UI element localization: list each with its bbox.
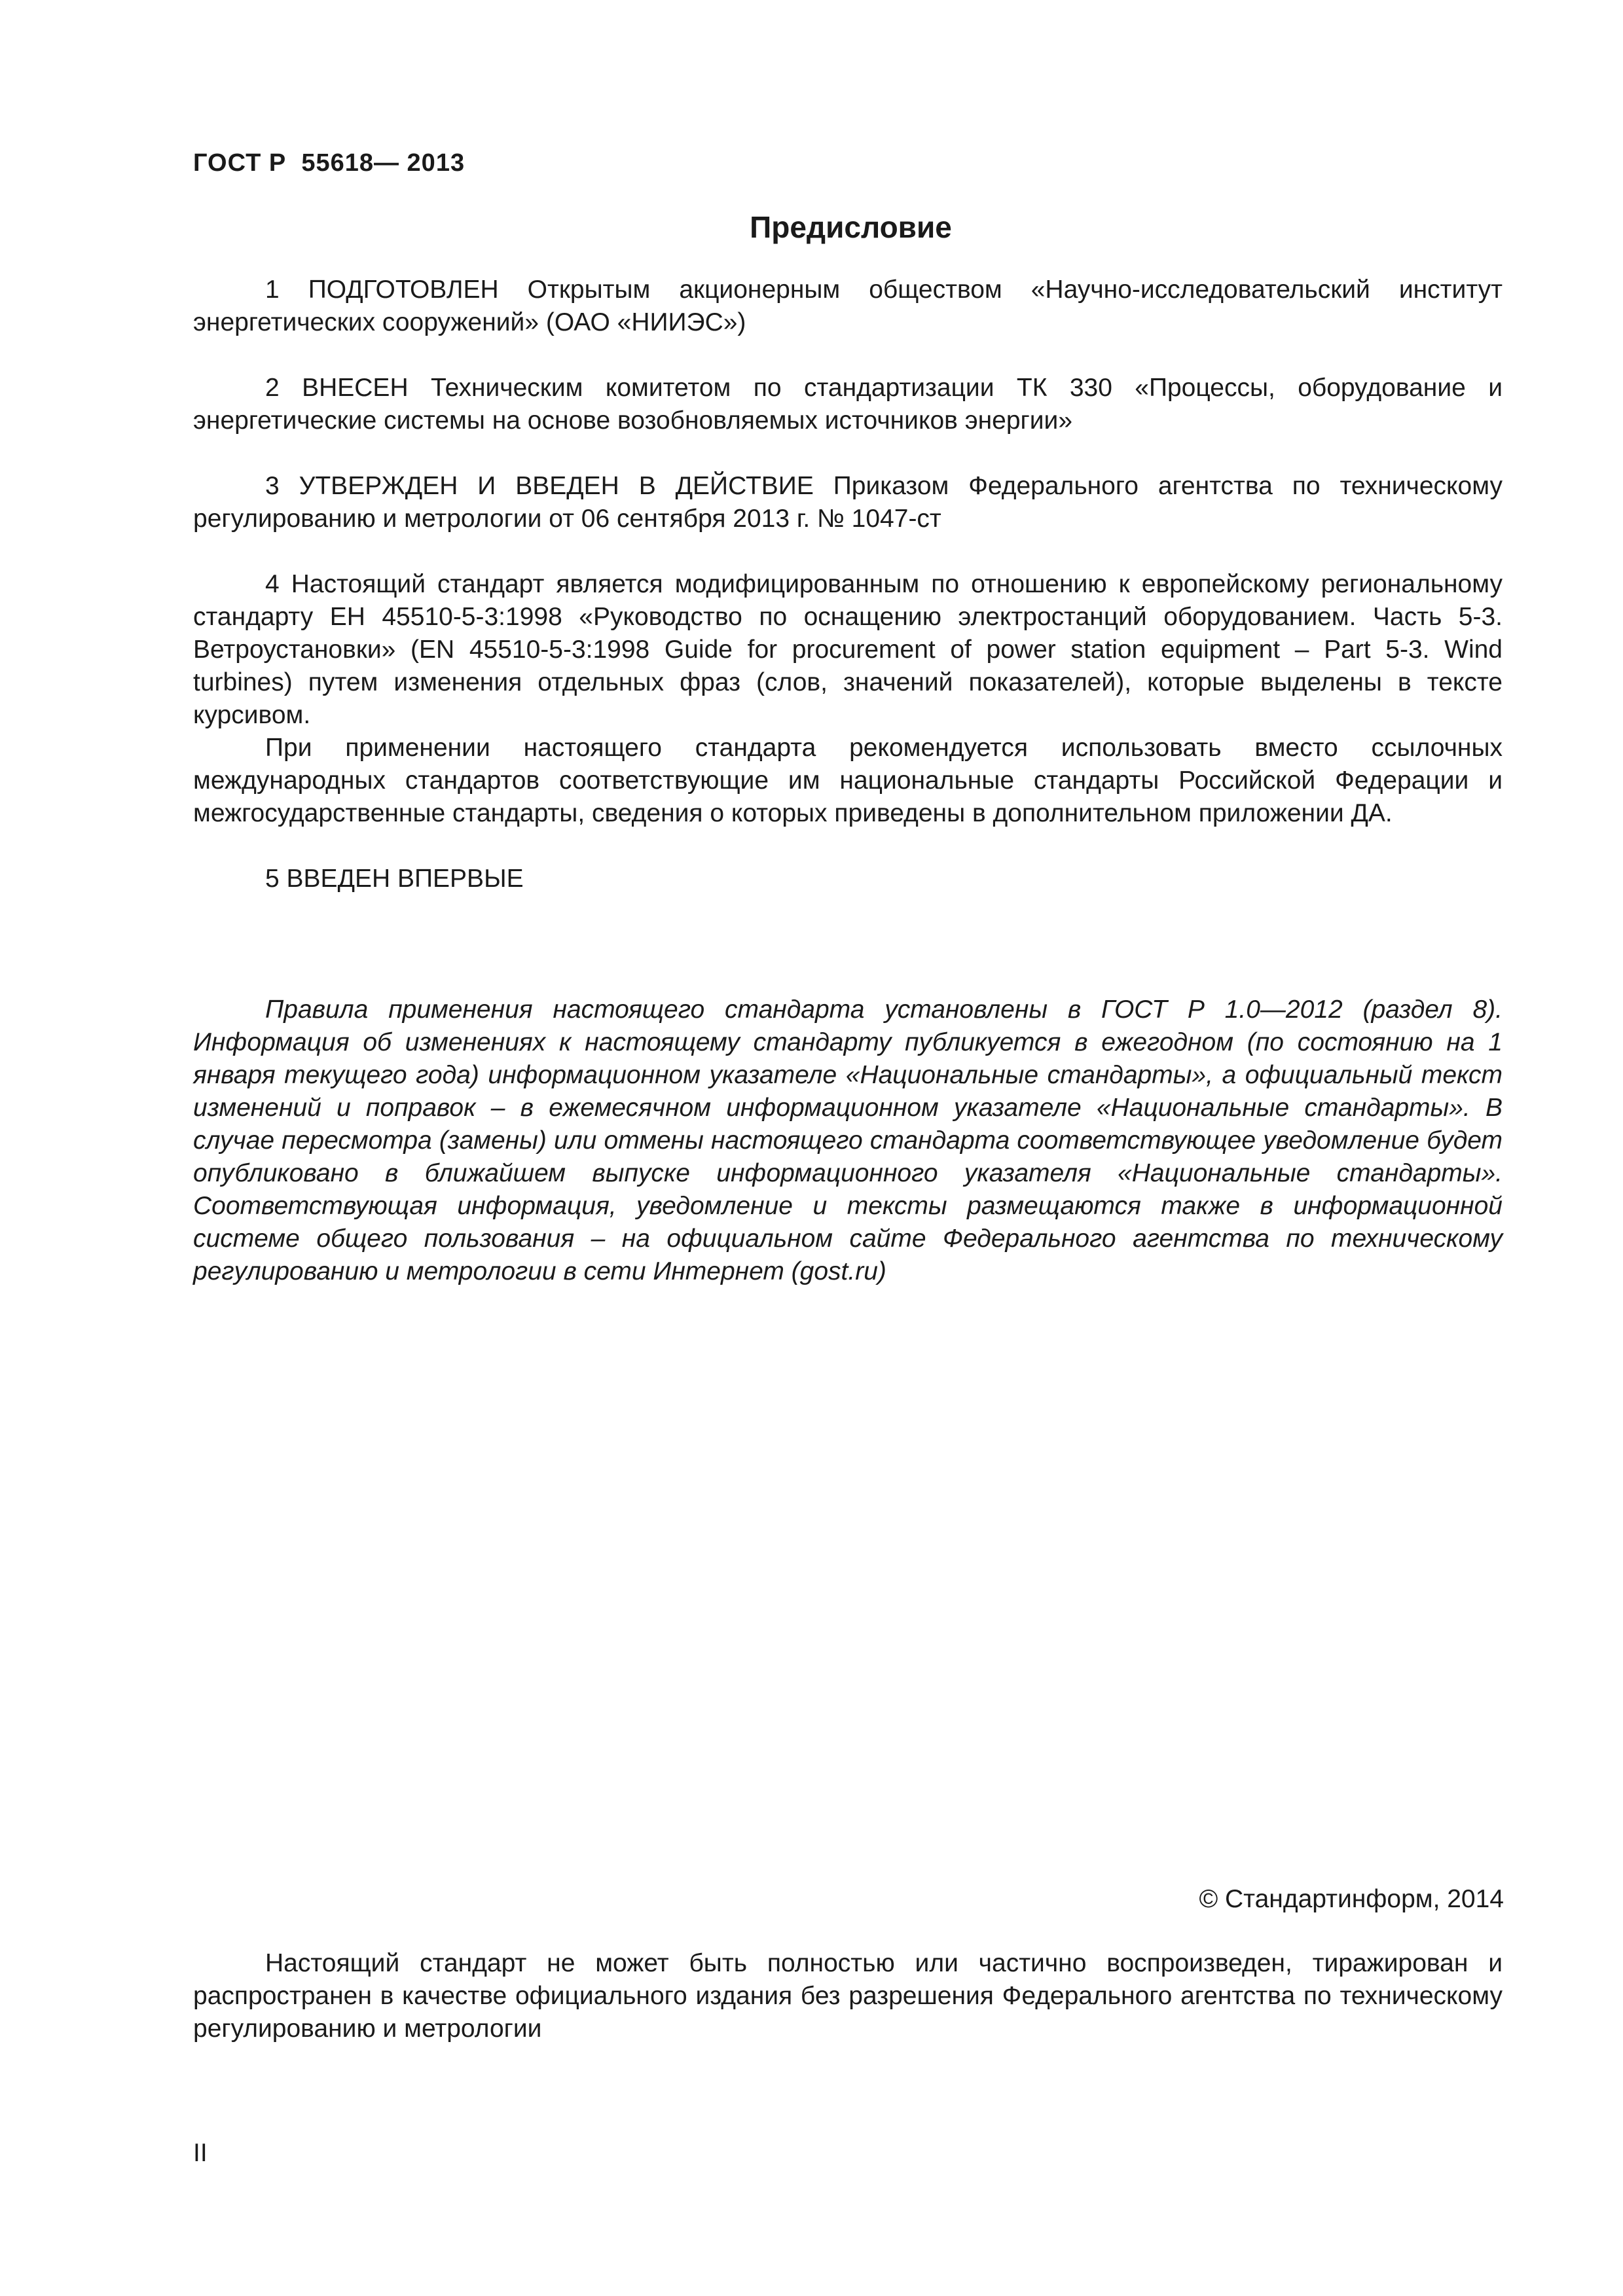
item-5 [193,863,1503,895]
item-4-text: 4 Настоящий стандарт является модифицированным по отношению к европейскому региональному стандарту ЕН 45510-5-3:1998 «Руководство по оснащению электростанций оборудованием. Часть 5-3. Ветроустановки» (EN 45510-5-3:1998 Guide for procurement of power station equipment – Part 5-3. Wind turbines) путем изменения отдельных фраз (слов, значений показателей), которые выделены в тексте курсивом. [193,570,1503,729]
item-4-note: При применении настоящего стандарта рекомендуется использовать вместо ссылочных международных стандартов соответствующие им национальные стандарты Российской Федерации и межгосударственные стандарты, сведения о которых приведены в дополнительном приложении ДА. [193,734,1503,827]
page-number: II [193,2139,208,2167]
item-1-text: 1 ПОДГОТОВЛЕН Открытым акционерным обществом «Научно-исследовательский институт энергетических сооружений» (ОАО «НИИЭС») [193,276,1503,336]
reproduction-notice [193,1947,1503,2045]
item-1 [193,274,1503,339]
rules-note [193,994,1503,1288]
item-5-text: 5 ВВЕДЕН ВПЕРВЫЕ [265,865,524,893]
item-2-text: 2 ВНЕСЕН Техническим комитетом по стандартизации ТК 330 «Процессы, оборудование и энергетические системы на основе возобновляемых источников энергии» [193,374,1503,435]
page-title: Предисловие [750,210,952,244]
item-3 [193,470,1503,535]
rules-note-text: Правила применения настоящего стандарта установлены в ГОСТ Р 1.0—2012 (раздел 8). Информация об изменениях к настоящему стандарту публикуется в ежегодном (по состоянию на 1 января текущего года) информационном указателе «Национальные стандарты», а официальный текст изменений и поправок – в ежемесячном информационном указателе «Национальные стандарты». В случае пересмотра (замены) или отмены настоящего стандарта соответствующее уведомление будет опубликовано в ближайшем выпуске информационного указателя «Национальные стандарты». Соответствующая информация, уведомление и тексты размещаются также в информационной системе общего пользования – на официальном сайте Федерального агентства по техническому регулированию и метрологии в сети Интернет (gost.ru) [193,996,1503,1285]
item-2 [193,372,1503,437]
reproduction-notice-text: Настоящий стандарт не может быть полностью или частично воспроизведен, тиражирован и распространен в качестве официального издания без разрешения Федерального агентства по техническому регулированию и метрологии [193,1949,1503,2043]
standard-designation: ГОСТ Р 55618— 2013 [193,149,465,177]
copyright: © Стандартинформ, 2014 [1199,1885,1504,1913]
item-3-text: 3 УТВЕРЖДЕН И ВВЕДЕН В ДЕЙСТВИЕ Приказом Федерального агентства по техническому регулированию и метрологии от 06 сентября 2013 г. № 1047-ст [193,472,1503,533]
item-4 [193,568,1503,830]
